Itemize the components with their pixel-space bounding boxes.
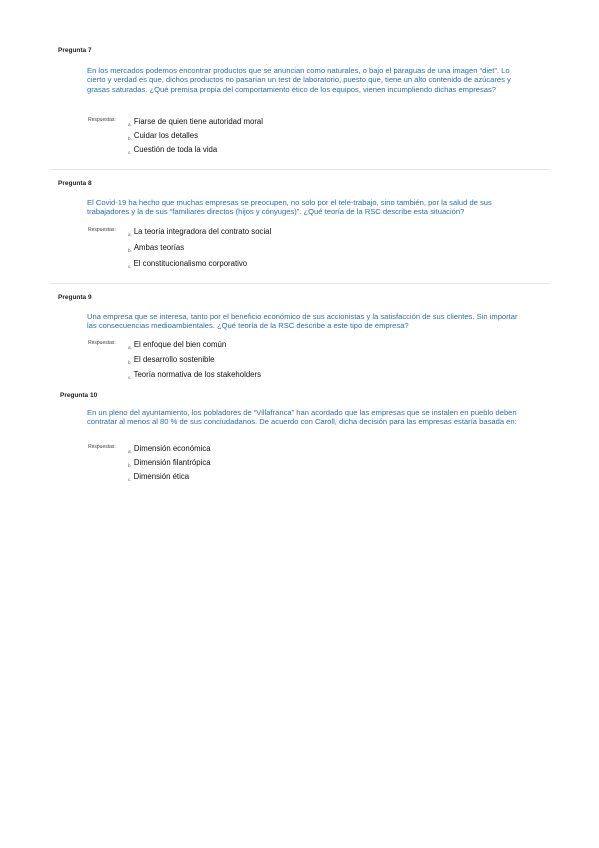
question-9-option-c[interactable] — [128, 370, 261, 379]
question-9-option-a[interactable] — [128, 340, 226, 349]
option-label: Cuidar los detalles — [133, 131, 198, 140]
option-letter: a. — [128, 122, 132, 127]
question-9-responses-label: Respuestas: — [88, 340, 116, 346]
option-letter: c. — [128, 150, 132, 155]
option-letter: a. — [128, 345, 132, 350]
option-letter: b. — [128, 360, 132, 365]
option-letter: a. — [128, 232, 132, 237]
question-10-responses-label: Respuestas: — [88, 444, 116, 450]
option-label: Fiarse de quien tiene autoridad moral — [133, 117, 264, 126]
question-9-option-b[interactable] — [128, 355, 214, 364]
option-letter: b. — [128, 248, 132, 253]
option-letter: a. — [128, 449, 132, 454]
question-7-option-c[interactable] — [128, 145, 217, 154]
question-8-option-a[interactable] — [128, 227, 271, 236]
option-label: Dimensión económica — [133, 444, 211, 453]
option-letter: c. — [128, 375, 132, 380]
option-label: El constitucionalismo corporativo — [133, 259, 248, 268]
question-9-title: Pregunta 9 — [58, 294, 92, 301]
question-8-title: Pregunta 8 — [58, 180, 92, 187]
question-7-title: Pregunta 7 — [58, 47, 92, 54]
option-label: Dimensión filantrópica — [133, 458, 211, 467]
option-letter: b. — [128, 463, 132, 468]
question-7-option-b[interactable] — [128, 131, 198, 140]
option-label: El enfoque del bien común — [133, 340, 227, 349]
option-letter: b. — [128, 136, 132, 141]
option-label: Dimensión ética — [133, 472, 190, 481]
question-7-text: En los mercados podemos encontrar productos que se anuncian como naturales, o bajo el paraguas de una imagen “diet”. Lo cierto y verdad es que, dichos productos no pasarían un test de laboratorio, puesto que, tiene un alto contenido de azúcares y grasas saturadas. ¿Qué premisa propia del comportamiento ético de los equipos, vienen incumpliendo dichas empresas? — [87, 66, 511, 94]
question-8-responses-label: Respuestas: — [88, 227, 116, 233]
question-10-option-c[interactable] — [128, 472, 189, 481]
option-letter: c. — [128, 477, 132, 482]
option-label: Cuestión de toda la vida — [133, 145, 218, 154]
question-10-option-b[interactable] — [128, 458, 211, 467]
question-10-option-a[interactable] — [128, 444, 211, 453]
question-8-text: El Covid-19 ha hecho que muchas empresas se preocupen, no solo por el tele-trabajo, sino también, por la salud de sus trabajadores y la de sus “familiares directos (hijos y cónyuges)”. ¿Qué teoría de la RSC describe esta situación? — [87, 198, 492, 217]
option-label: Teoría normativa de los stakeholders — [133, 370, 261, 379]
question-9-text: Una empresa que se interesa, tanto por el beneficio económico de sus accionistas y la satisfacción de sus clientes. Sin importar las consecuencias medioambientales. ¿Qué teoría de la RSC describe a este tipo de empresa? — [87, 312, 518, 331]
option-label: El desarrollo sostenible — [133, 355, 215, 364]
question-7-option-a[interactable] — [128, 117, 263, 126]
question-divider — [50, 169, 550, 170]
question-7-responses-label: Respuestas: — [88, 117, 116, 123]
question-10-title: Pregunta 10 — [60, 392, 98, 399]
option-label: La teoría integradora del contrato social — [133, 227, 272, 236]
question-10-text: En un pleno del ayuntamiento, los pobladores de “Villafranca” han acordado que las empresas que se instalen en pueblo deben contratar al menos al 80 % de sus conciudadanos. De acuerdo con Caroll, dicha decisión para las empresas estaría basada en: — [87, 408, 517, 427]
question-8-option-b[interactable] — [128, 243, 184, 252]
option-letter: c. — [128, 264, 132, 269]
question-8-option-c[interactable] — [128, 259, 247, 268]
question-divider — [50, 283, 550, 284]
option-label: Ambas teorías — [133, 243, 185, 252]
